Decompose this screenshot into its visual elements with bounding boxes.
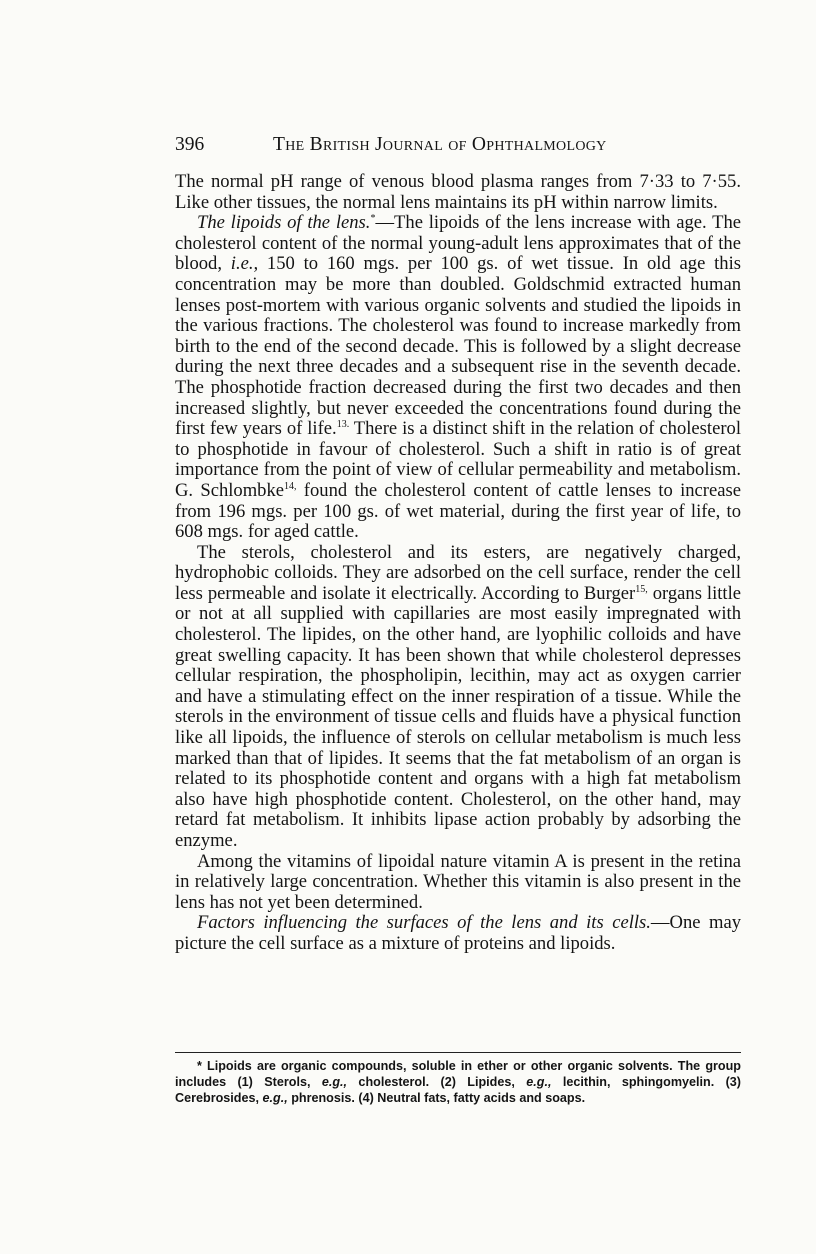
paragraph-ph-range <box>175 172 741 213</box>
reference-13: 13. <box>336 418 350 430</box>
text-run: organs little or not at all supplied with capillaries are most easily impregnated with cholesterol. The lipides, on the other hand, are lyophilic colloids and have great swelling capacity. It has been shown that while cholesterol depresses cellular respiration, the phospholipin, lecithin, may act as oxygen carrier and have a stimulating effect on the inner respiration of a tissue. While the sterols in the environment of tissue cells and fluids have a physical function like all lipoids, the influence of sterols on cellular metabolism is much less marked than that of lipides. It seems that the fat metabolism of an organ is related to its phosphotide content and organs with a high fat metabolism also have high phosphotide content. Cholesterol, on the other hand, may retard fat metabolism. It inhibits lipase action probably by adsorbing the enzyme. <box>175 582 742 851</box>
text-run: Among the vitamins of lipoidal nature vitamin A is present in the retina in relatively large concentration. Whether this vitamin is also present in the lens has not yet been determined. <box>175 850 741 913</box>
paragraph-surface-factors <box>175 913 741 954</box>
running-title: The British Journal of Ophthalmology <box>273 134 607 155</box>
paragraph-sterols <box>175 543 741 852</box>
section-heading: The lipoids of the lens. <box>197 212 371 234</box>
page-number: 396 <box>175 134 205 155</box>
text-run: * Lipoids are organic compounds, soluble in ether or other organic solvents. The group includes (1) Sterols, <box>175 1059 741 1089</box>
paragraph-vitamins <box>175 852 741 914</box>
text-run-italic: e.g., <box>526 1075 552 1089</box>
footnote <box>175 1058 741 1106</box>
text-run: lecithin, sphingomyelin. (3) Cerebrosides, <box>175 1075 741 1105</box>
footnote-marker: * <box>370 213 376 224</box>
footnote-text <box>175 1058 741 1106</box>
article-body <box>175 172 741 955</box>
text-run: cholesterol. (2) Lipides, <box>347 1075 527 1089</box>
text-run: There is a distinct shift in the relation of cholesterol to phosphotide in favour of cholesterol. Such a shift in ratio is of great importance from the point of view of cellular permeability and metabolism. G. Schlombke <box>175 418 741 501</box>
text-run: 150 to 160 mgs. per 100 gs. of wet tissue. In old age this concentration may be more than doubled. Goldschmid extracted human lenses post-mortem with various organic solvents and studied the lipoids in the various fractions. The cholesterol was found to increase markedly from birth to the end of the second decade. This is followed by a slight decrease during the next three decades and a subsequent rise in the seventh decade. The phosphotide fraction decreased during the first two decades and then increased slightly, but never exceeded the concentrations found during the first few years of life. <box>175 253 741 440</box>
text-run-italic: e.g., <box>321 1075 348 1089</box>
text-run: —The lipoids of the lens increase with age. The cholesterol content of the normal young-adult lens approximates that of the blood, <box>175 212 742 275</box>
text-run: phrenosis. (4) Neutral fats, fatty acids and soaps. <box>287 1091 586 1105</box>
page-header <box>175 134 741 160</box>
footnote-divider <box>175 1052 741 1053</box>
text-run: found the cholesterol content of cattle lenses to increase from 196 mgs. per 100 gs. of wet material, during the first year of life, to 608 mgs. for aged cattle. <box>175 479 741 543</box>
paragraph-lipoids-of-lens <box>175 213 741 543</box>
text-run: The normal pH range of venous blood plasma ranges from 7·33 to 7·55. Like other tissues, the normal lens maintains its pH within narrow limits. <box>175 171 741 213</box>
text-run-italic: i.e., <box>230 253 259 275</box>
text-run: —One may picture the cell surface as a mixture of proteins and lipoids. <box>175 912 741 954</box>
reference-14: 14, <box>284 480 297 492</box>
reference-15: 15, <box>635 583 648 595</box>
text-run-italic: e.g., <box>262 1091 288 1105</box>
section-heading: Factors influencing the surfaces of the lens and its cells. <box>197 912 651 934</box>
text-run: The sterols, cholesterol and its esters, are negatively charged, hydrophobic colloids. They are adsorbed on the cell surface, render the cell less permeable and isolate it electrically. According to Burger <box>175 541 741 604</box>
